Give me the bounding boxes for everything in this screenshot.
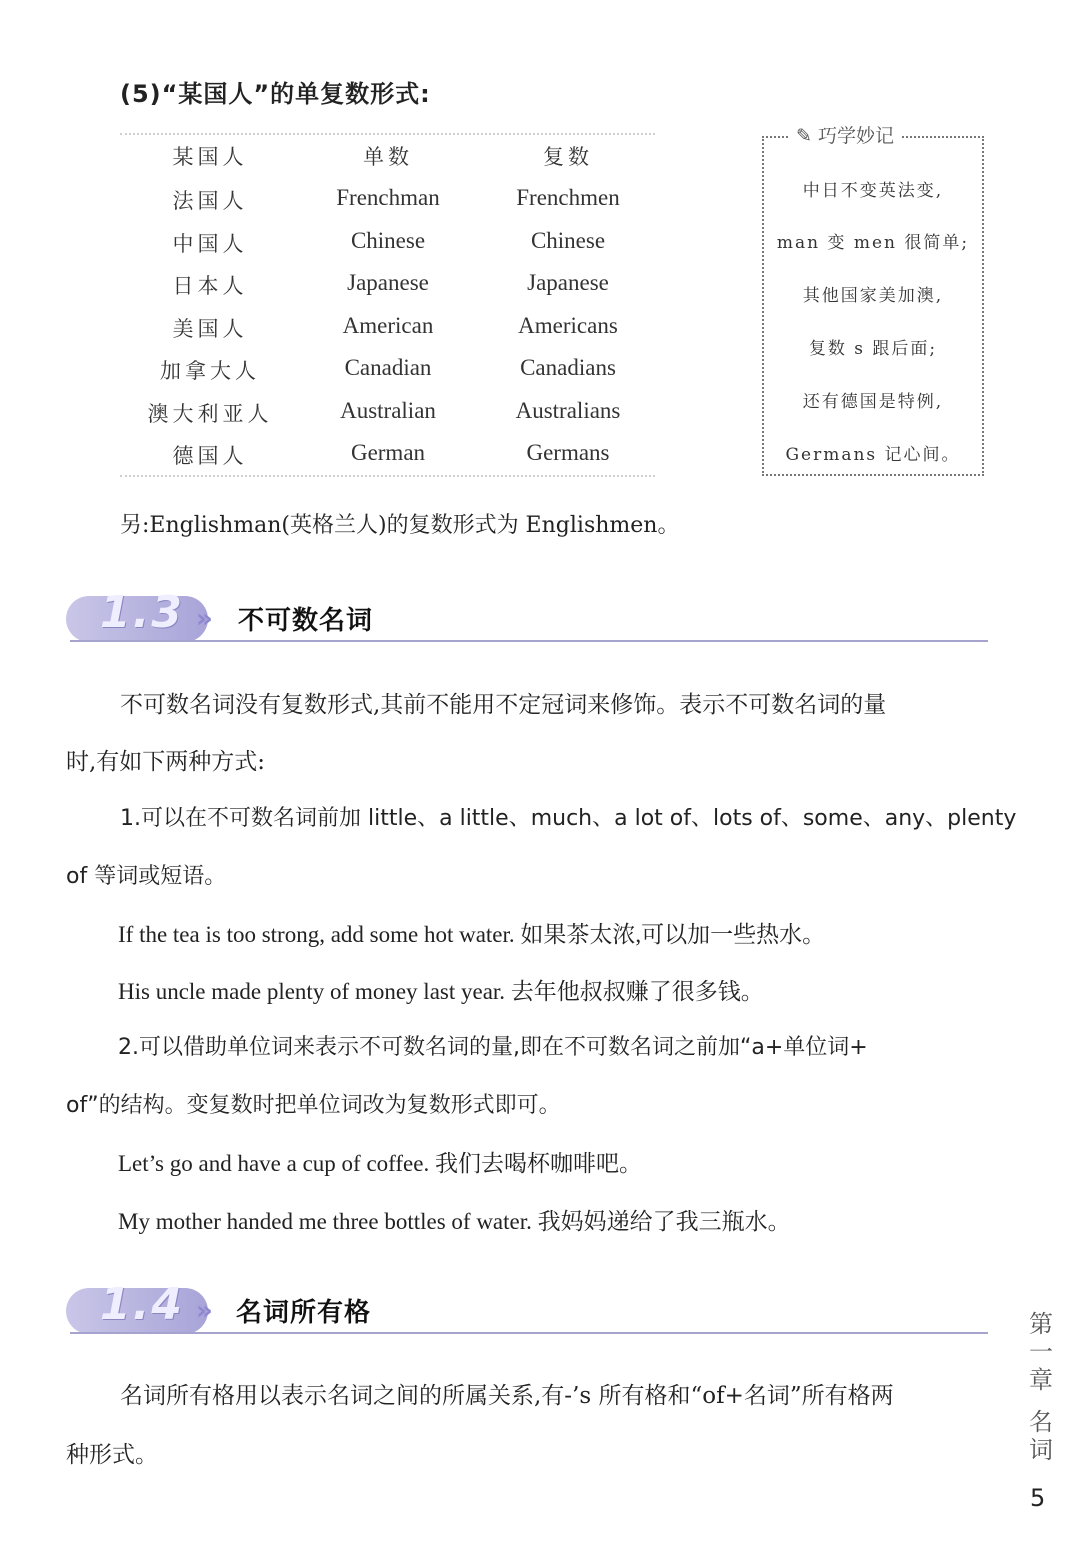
memo-line: Germans 记心间。	[785, 445, 961, 465]
table-cell: Frenchmen	[516, 185, 620, 210]
chapter-char: 第	[1029, 1310, 1053, 1338]
sub-heading: (5)“某国人”的单复数形式:	[120, 80, 431, 108]
chapter-char: 名	[1029, 1408, 1053, 1436]
section-underline	[70, 640, 988, 642]
paragraph: of”的结构。变复数时把单位词改为复数形式即可。	[66, 1093, 561, 1118]
table-cell: Australians	[515, 398, 621, 423]
chapter-char: 章	[1029, 1366, 1053, 1394]
table-cell: Chinese	[350, 228, 426, 253]
paragraph: 种形式。	[66, 1442, 158, 1468]
section-title: 名词所有格	[236, 1298, 372, 1328]
example-sentence: My mother handed me three bottles of water. 我妈妈递给了我三瓶水。	[118, 1209, 791, 1234]
table-cell: 澳大利亚人	[147, 402, 273, 426]
table-cell: 法国人	[172, 189, 248, 213]
table-cell: Chinese	[530, 228, 606, 253]
paragraph: 2.可以借助单位词来表示不可数名词的量,即在不可数名词之前加“a+单位词+	[118, 1035, 868, 1060]
example-sentence: If the tea is too strong, add some hot water. 如果茶太浓,可以加一些热水。	[118, 922, 826, 947]
table-cell: Frenchman	[336, 185, 440, 210]
table-cell: Canadians	[520, 355, 616, 380]
note-text: 另:Englishman(英格兰人)的复数形式为 Englishmen。	[120, 513, 680, 538]
memo-title-text: 巧学妙记	[817, 125, 894, 147]
table-header: 某国人	[172, 145, 248, 169]
table-cell: Germans	[526, 440, 610, 465]
memo-line: 中日不变英法变,	[802, 181, 944, 201]
table-cell: Americans	[518, 313, 618, 338]
table-header: 单数	[363, 145, 413, 169]
table-cell: 德国人	[172, 444, 248, 468]
paragraph: of 等词或短语。	[66, 864, 227, 889]
table-cell: Japanese	[527, 270, 609, 295]
table-cell: 中国人	[172, 232, 248, 256]
memo-line: 还有德国是特例,	[802, 392, 944, 412]
chapter-tab	[1026, 1310, 1056, 1464]
table-cell: 美国人	[172, 317, 248, 341]
table-cell: German	[350, 440, 426, 465]
pencil-icon: ✎	[796, 125, 812, 147]
memo-line: man 变 men 很简单;	[776, 233, 970, 253]
section-title: 不可数名词	[238, 606, 374, 636]
paragraph: 不可数名词没有复数形式,其前不能用不定冠词来修饰。表示不可数名词的量	[120, 692, 887, 718]
paragraph: 1.可以在不可数名词前加 little、a little、much、a lot of、lots of、some、any、plenty	[120, 806, 1017, 831]
paragraph: 名词所有格用以表示名词之间的所属关系,有-’s 所有格和“of+名词”所有格两	[120, 1383, 894, 1409]
table-cell: Japanese	[347, 270, 429, 295]
double-chevron-icon: »	[196, 1296, 213, 1326]
table-cell: Canadian	[344, 355, 432, 380]
memory-tip-box	[762, 136, 984, 476]
section-number: 1.3	[100, 587, 184, 638]
memo-line: 复数 s 跟后面;	[808, 339, 938, 359]
table-header: 复数	[543, 145, 593, 169]
table-cell: 加拿大人	[160, 359, 260, 383]
table-cell: Australian	[340, 398, 436, 423]
table-cell: 日本人	[172, 274, 248, 298]
example-sentence: Let’s go and have a cup of coffee. 我们去喝杯咖啡吧。	[118, 1151, 642, 1176]
page-number: 5	[1030, 1484, 1046, 1512]
nationality-table	[120, 133, 655, 477]
section-underline	[70, 1332, 988, 1334]
chapter-char: 一	[1029, 1338, 1053, 1366]
chapter-char: 词	[1029, 1436, 1053, 1464]
example-sentence: His uncle made plenty of money last year. 去年他叔叔赚了很多钱。	[118, 979, 764, 1004]
section-number: 1.4	[100, 1279, 184, 1330]
paragraph: 时,有如下两种方式:	[66, 749, 266, 775]
memo-line: 其他国家美加澳,	[802, 286, 944, 306]
double-chevron-icon: »	[196, 604, 213, 634]
table-cell: American	[342, 313, 434, 338]
memo-title	[790, 121, 900, 148]
